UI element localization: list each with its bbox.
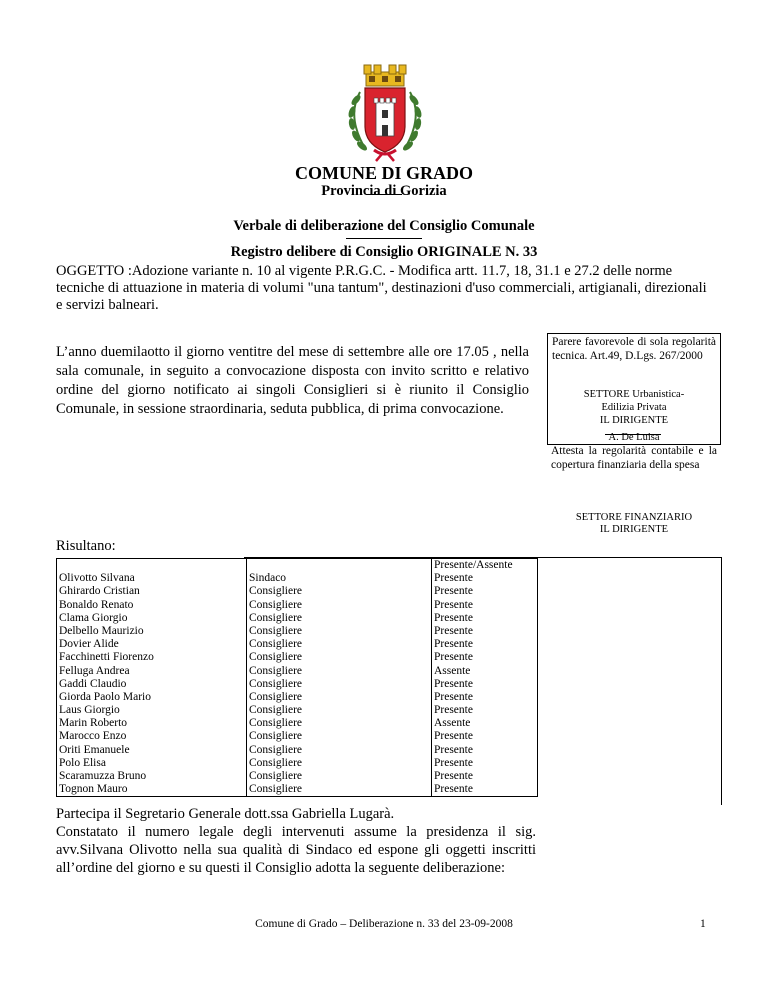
parere-contabile-box (547, 444, 721, 557)
member-role: Consigliere (247, 678, 432, 691)
divider (346, 238, 422, 239)
parere-tecnico-settore (548, 388, 720, 427)
parere-tecnico-text: Parere favorevole di sola regolarità tecnica. Art.49, D.Lgs. 267/2000 (552, 336, 716, 362)
member-status: Presente (432, 730, 538, 743)
risultano-label: Risultano: (56, 538, 116, 554)
presence-header: Presente/Assente (432, 559, 538, 573)
member-role: Consigliere (247, 717, 432, 730)
member-name: Oriti Emanuele (57, 744, 247, 757)
attendance-table (56, 558, 538, 797)
member-status: Assente (432, 665, 538, 678)
table-row (57, 770, 538, 783)
dirigente-label: IL DIRIGENTE (599, 415, 669, 426)
member-name: Giorda Paolo Mario (57, 691, 247, 704)
table-row (57, 678, 538, 691)
member-status: Presente (432, 625, 538, 638)
table-row (57, 730, 538, 743)
member-status: Presente (432, 783, 538, 797)
table-row (57, 783, 538, 797)
member-status: Presente (432, 651, 538, 664)
member-status: Presente (432, 612, 538, 625)
member-role: Sindaco (247, 572, 432, 585)
member-role: Consigliere (247, 691, 432, 704)
table-row (57, 585, 538, 598)
parere-contabile-text: Attesta la regolarità contabile e la copertura finanziaria della spesa (551, 445, 717, 471)
member-status: Presente (432, 744, 538, 757)
member-name: Marin Roberto (57, 717, 247, 730)
table-row (57, 651, 538, 664)
member-status: Presente (432, 572, 538, 585)
member-role: Consigliere (247, 730, 432, 743)
table-row (57, 612, 538, 625)
member-role: Consigliere (247, 704, 432, 717)
table-row (57, 691, 538, 704)
member-role: Consigliere (247, 625, 432, 638)
member-name: Marocco Enzo (57, 730, 247, 743)
member-status: Presente (432, 704, 538, 717)
member-name: Delbello Maurizio (57, 625, 247, 638)
table-header-row (57, 559, 538, 573)
province-subtitle: Provincia di Gorizia (321, 183, 447, 199)
dirigente-label: IL DIRIGENTE (599, 524, 669, 535)
member-role: Consigliere (247, 585, 432, 598)
verbale-heading: Verbale di deliberazione del Consiglio Comunale (233, 218, 535, 234)
member-role: Consigliere (247, 757, 432, 770)
member-role: Consigliere (247, 651, 432, 664)
table-row (57, 599, 538, 612)
table-row (57, 744, 538, 757)
member-name: Scaramuzza Bruno (57, 770, 247, 783)
member-status: Presente (432, 599, 538, 612)
member-name: Dovier Alide (57, 638, 247, 651)
member-name: Polo Elisa (57, 757, 247, 770)
page-number: 1 (700, 918, 706, 930)
oggetto-text: OGGETTO :Adozione variante n. 10 al vigente P.R.G.C. - Modifica artt. 11.7, 18, 31.1 e 27.2 delle norme tecniche di attuazione in materia di volumi "una tantum", destinazioni d'uso commerciali, artigianali, direzionali e servizi balneari. (56, 263, 707, 313)
constatato-paragraph: Constatato il numero legale degli intervenuti assume la presidenza il sig. avv.Silvana Olivotto nella sua qualità di Sindaco ed espone gli oggetti inscritti all’ordine del giorno e su questi il Consiglio adotta la seguente deliberazione: (56, 824, 536, 876)
divider (366, 194, 402, 195)
page-title: COMUNE DI GRADO (295, 163, 473, 183)
member-role: Consigliere (247, 599, 432, 612)
header-cell (247, 559, 432, 573)
member-role: Consigliere (247, 612, 432, 625)
member-name: Bonaldo Renato (57, 599, 247, 612)
member-status: Presente (432, 770, 538, 783)
member-name: Tognon Mauro (57, 783, 247, 797)
table-row (57, 717, 538, 730)
table-row (57, 638, 538, 651)
member-status: Presente (432, 691, 538, 704)
table-row (57, 704, 538, 717)
municipal-coat-of-arms (338, 62, 432, 162)
settore-label: SETTORE FINANZIARIO (575, 512, 693, 523)
member-name: Ghirardo Cristian (57, 585, 247, 598)
member-name: Gaddi Claudio (57, 678, 247, 691)
divider (721, 557, 722, 805)
partecipa-text: Partecipa il Segretario Generale dott.ssa Gabriella Lugarà. (56, 806, 395, 822)
member-name: Laus Giorgio (57, 704, 247, 717)
member-role: Consigliere (247, 638, 432, 651)
page-footer: Comune di Grado – Deliberazione n. 33 del 23-09-2008 (255, 918, 513, 930)
parere-contabile-settore (547, 512, 721, 536)
member-name: Clama Giorgio (57, 612, 247, 625)
member-name: Felluga Andrea (57, 665, 247, 678)
table-row (57, 572, 538, 585)
member-status: Presente (432, 757, 538, 770)
table-row (57, 665, 538, 678)
table-row (57, 625, 538, 638)
settore-label: SETTORE Urbanistica-Edilizia Privata (583, 389, 685, 413)
member-role: Consigliere (247, 770, 432, 783)
member-status: Assente (432, 717, 538, 730)
member-role: Consigliere (247, 783, 432, 797)
member-role: Consigliere (247, 744, 432, 757)
parere-tecnico-box (547, 333, 721, 445)
table-row (57, 757, 538, 770)
member-status: Presente (432, 585, 538, 598)
header-cell (57, 559, 247, 573)
dirigente-name: A. De Luisa (608, 432, 660, 443)
intro-paragraph: L’anno duemilaotto il giorno ventitre del mese di settembre alle ore 17.05 , nella sala comunale, in seguito a convocazione disposta con invito scritto e relativo ordine del giorno notificato ai singoli Consiglieri si è riunito il Consiglio Comunale, in sessione straordinaria, seduta pubblica, di prima convocazione. (56, 344, 529, 417)
member-status: Presente (432, 678, 538, 691)
member-name: Olivotto Silvana (57, 572, 247, 585)
registro-heading: Registro delibere di Consiglio ORIGINALE N. 33 (230, 244, 538, 260)
member-role: Consigliere (247, 665, 432, 678)
member-status: Presente (432, 638, 538, 651)
member-name: Facchinetti Fiorenzo (57, 651, 247, 664)
